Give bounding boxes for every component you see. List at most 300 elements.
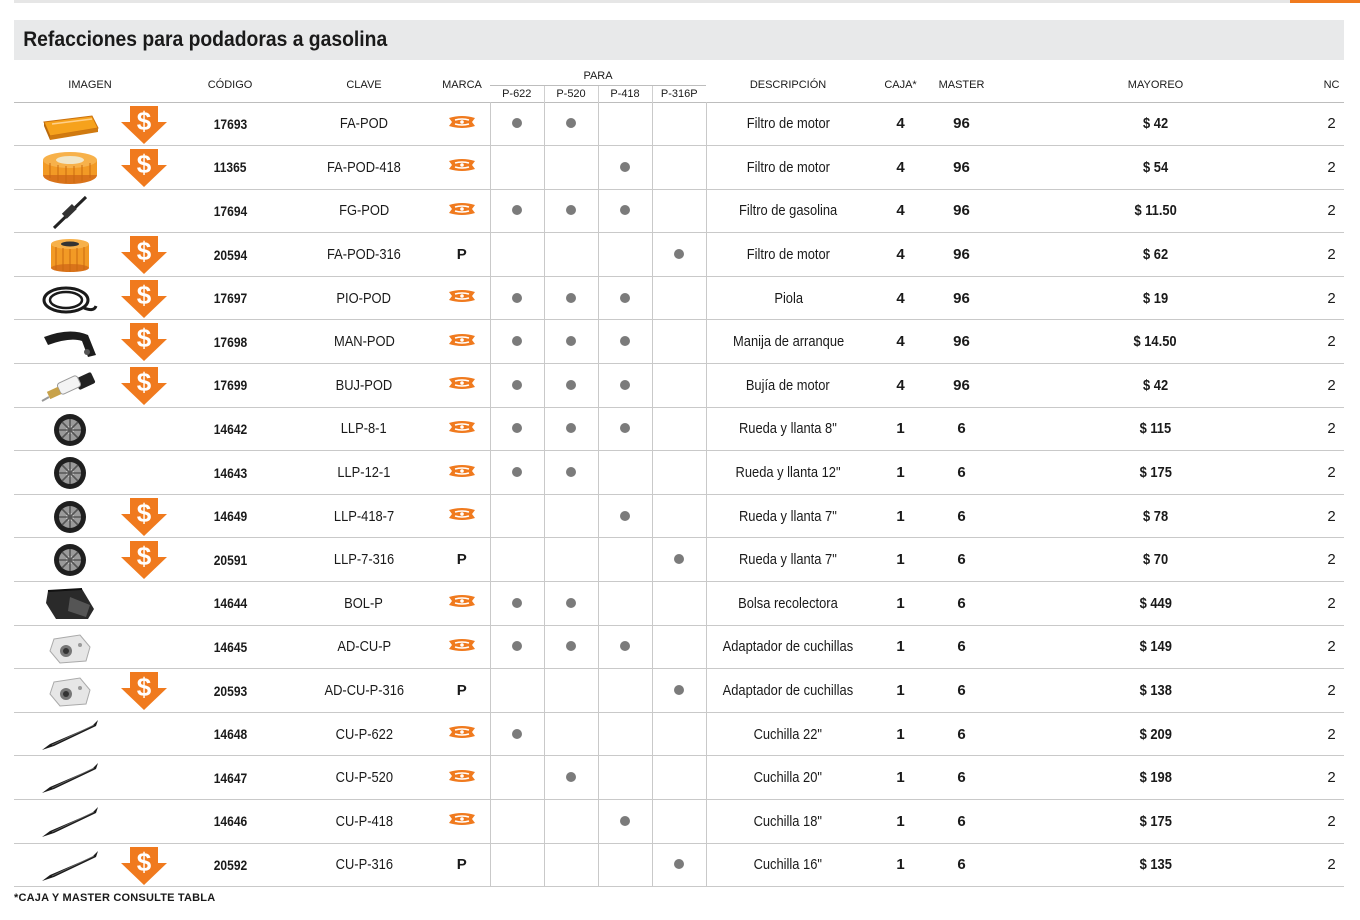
cell-clave-text: CU-P-520 <box>335 769 393 787</box>
cell-para-p-418 <box>598 800 652 844</box>
cell-master <box>931 276 992 320</box>
table-row <box>14 712 1344 756</box>
cell-para-p-622 <box>490 582 544 626</box>
top-rule <box>14 0 1290 3</box>
cell-descripcion-text: Filtro de motor <box>746 158 830 176</box>
cell-master-text: 96 <box>953 158 970 176</box>
cell-codigo <box>166 320 294 364</box>
cell-mayoreo-text: $ 14.50 <box>1133 333 1178 351</box>
cell-master <box>931 407 992 451</box>
cell-clave-text: CU-P-316 <box>335 856 393 874</box>
cell-para-p-418 <box>598 582 652 626</box>
cell-descripcion <box>706 494 870 538</box>
cell-nc-text: 2 <box>1327 202 1336 220</box>
compatible-dot <box>566 598 576 608</box>
cell-descripcion-text: Cuchilla 22" <box>754 725 823 743</box>
page-title: Refacciones para podadoras a gasolina <box>23 28 388 51</box>
header-master: MASTER <box>938 78 985 91</box>
cell-caja <box>870 669 931 713</box>
cell-descripcion <box>706 625 870 669</box>
cell-descripcion-text: Rueda y llanta 8" <box>739 420 838 438</box>
cell-mayoreo-text: $ 149 <box>1139 638 1172 656</box>
cell-mayoreo <box>992 538 1319 582</box>
compatible-dot <box>512 293 522 303</box>
cell-nc <box>1319 582 1344 626</box>
cell-caja <box>870 538 931 582</box>
compatible-dot <box>620 423 630 433</box>
cell-para-p-520 <box>544 189 598 233</box>
cell-clave-text: CU-P-622 <box>335 725 393 743</box>
cell-para-p-316p <box>652 756 706 800</box>
cell-para-p-418 <box>598 276 652 320</box>
cell-master <box>931 756 992 800</box>
cell-descripcion <box>706 233 870 277</box>
cell-caja-text: 1 <box>896 551 905 569</box>
table-row <box>14 189 1344 233</box>
cell-nc-text: 2 <box>1327 246 1336 264</box>
cell-mayoreo <box>992 102 1319 146</box>
cell-para-p-316p <box>652 102 706 146</box>
cell-mayoreo <box>992 669 1319 713</box>
truper-logo-icon <box>448 334 476 351</box>
cell-descripcion <box>706 756 870 800</box>
svg-text:$: $ <box>136 672 152 703</box>
cell-master-text: 96 <box>953 115 970 133</box>
cell-para-p-622 <box>490 407 544 451</box>
cell-master-text: 6 <box>957 551 966 569</box>
cell-master-text: 96 <box>953 289 970 307</box>
cell-caja-text: 4 <box>896 333 905 351</box>
cell-descripcion <box>706 276 870 320</box>
cell-nc-text: 2 <box>1327 594 1336 612</box>
cell-descripcion-text: Piola <box>773 289 803 307</box>
cell-mayoreo <box>992 625 1319 669</box>
cell-caja-text: 1 <box>896 856 905 874</box>
cell-master <box>931 800 992 844</box>
cell-mayoreo <box>992 712 1319 756</box>
cell-clave-text: MAN-POD <box>333 333 395 351</box>
cell-codigo-text: 14649 <box>213 508 247 525</box>
cell-caja <box>870 625 931 669</box>
cell-descripcion-text: Filtro de motor <box>746 115 830 133</box>
cell-codigo-text: 14642 <box>213 420 247 437</box>
table-row <box>14 146 1344 190</box>
cell-marca <box>434 146 490 190</box>
cell-marca <box>434 669 490 713</box>
cell-caja <box>870 712 931 756</box>
table-row <box>14 800 1344 844</box>
cell-master <box>931 625 992 669</box>
price-down-icon <box>120 541 168 579</box>
cell-master-text: 6 <box>957 638 966 656</box>
price-down-icon <box>120 498 168 536</box>
cell-para-p-520 <box>544 756 598 800</box>
air-filter-round-icon <box>40 151 100 185</box>
cell-para-p-316p <box>652 407 706 451</box>
cell-para-p-520 <box>544 538 598 582</box>
cell-clave <box>294 407 434 451</box>
cell-para-p-622 <box>490 320 544 364</box>
cell-marca <box>434 102 490 146</box>
price-down-icon <box>120 672 168 710</box>
cell-codigo-text: 17694 <box>213 202 247 219</box>
svg-text:$: $ <box>136 149 152 180</box>
price-down-icon <box>120 847 168 885</box>
table-row <box>14 582 1344 626</box>
cell-codigo <box>166 756 294 800</box>
mower-blade-icon <box>40 761 100 795</box>
cell-mayoreo-text: $ 42 <box>1142 376 1169 394</box>
cell-para-p-418 <box>598 364 652 408</box>
cell-descripcion <box>706 800 870 844</box>
cell-master-text: 96 <box>953 376 970 394</box>
cell-caja-text: 1 <box>896 594 905 612</box>
cell-descripcion-text: Rueda y llanta 7" <box>739 507 838 525</box>
cell-mayoreo-text: $ 209 <box>1139 725 1172 743</box>
cell-nc <box>1319 276 1344 320</box>
cell-para-p-316p <box>652 320 706 364</box>
cell-mayoreo <box>992 320 1319 364</box>
cell-nc <box>1319 364 1344 408</box>
cell-clave <box>294 320 434 364</box>
cell-master-text: 96 <box>953 333 970 351</box>
cell-descripcion <box>706 538 870 582</box>
cell-master-text: 96 <box>953 202 970 220</box>
cell-para-p-418 <box>598 756 652 800</box>
cell-para-p-316p <box>652 712 706 756</box>
mower-blade-icon <box>40 718 100 752</box>
compatible-dot <box>512 336 522 346</box>
cell-para-p-520 <box>544 669 598 713</box>
cell-nc-text: 2 <box>1327 725 1336 743</box>
cell-para-p-418 <box>598 494 652 538</box>
cell-para-p-520 <box>544 233 598 277</box>
cell-codigo <box>166 669 294 713</box>
cell-caja <box>870 582 931 626</box>
cell-codigo <box>166 494 294 538</box>
cell-caja <box>870 146 931 190</box>
cell-marca <box>434 189 490 233</box>
cell-para-p-316p <box>652 364 706 408</box>
cell-nc <box>1319 407 1344 451</box>
header-para-model: P-418 <box>598 85 652 102</box>
cell-mayoreo-text: $ 115 <box>1139 420 1172 438</box>
cell-para-p-418 <box>598 233 652 277</box>
cell-para-p-418 <box>598 102 652 146</box>
compatible-dot <box>512 467 522 477</box>
cell-master-text: 6 <box>957 507 966 525</box>
header-mayoreo: MAYOREO <box>1127 78 1184 91</box>
cell-master <box>931 538 992 582</box>
table-row <box>14 320 1344 364</box>
cell-codigo-text: 11365 <box>213 159 247 176</box>
compatible-dot <box>674 249 684 259</box>
cell-master <box>931 669 992 713</box>
cell-para-p-316p <box>652 800 706 844</box>
cell-descripcion-text: Bujía de motor <box>746 376 831 394</box>
cell-clave-text: LLP-418-7 <box>333 507 395 525</box>
pretul-brand-mark: P <box>456 682 467 700</box>
cell-clave-text: AD-CU-P <box>337 638 391 656</box>
table-row <box>14 102 1344 146</box>
cell-imagen <box>14 233 166 277</box>
cell-descripcion <box>706 102 870 146</box>
cell-descripcion-text: Manija de arranque <box>732 333 844 351</box>
cell-codigo <box>166 146 294 190</box>
cell-nc-text: 2 <box>1327 769 1336 787</box>
cell-caja-text: 4 <box>896 115 905 133</box>
cell-clave-text: LLP-12-1 <box>337 464 391 482</box>
cell-para-p-520 <box>544 843 598 887</box>
header-clave: CLAVE <box>346 78 382 91</box>
svg-text:$: $ <box>136 846 152 877</box>
header-para-model: P-520 <box>544 85 598 102</box>
cell-imagen <box>14 451 166 495</box>
cell-master <box>931 320 992 364</box>
compatible-dot <box>566 641 576 651</box>
title-bar <box>14 20 1344 60</box>
cell-para-p-520 <box>544 451 598 495</box>
cell-nc <box>1319 451 1344 495</box>
cell-codigo <box>166 451 294 495</box>
cell-caja <box>870 800 931 844</box>
header-para: PARA <box>490 68 706 85</box>
cell-nc-text: 2 <box>1327 158 1336 176</box>
cell-descripcion-text: Adaptador de cuchillas <box>722 682 854 700</box>
cell-mayoreo-text: $ 138 <box>1139 682 1172 700</box>
cell-nc-text: 2 <box>1327 638 1336 656</box>
cell-imagen <box>14 146 166 190</box>
cell-imagen <box>14 407 166 451</box>
compatible-dot <box>674 554 684 564</box>
cell-descripcion-text: Filtro de gasolina <box>739 202 838 220</box>
cell-imagen <box>14 189 166 233</box>
cell-master-text: 6 <box>957 769 966 787</box>
cell-para-p-418 <box>598 189 652 233</box>
cell-clave-text: FA-POD-316 <box>327 246 401 264</box>
compatible-dot <box>620 336 630 346</box>
cell-mayoreo <box>992 582 1319 626</box>
cell-para-p-622 <box>490 276 544 320</box>
cell-clave <box>294 102 434 146</box>
cell-nc <box>1319 320 1344 364</box>
cell-marca <box>434 494 490 538</box>
cell-descripcion <box>706 320 870 364</box>
cell-para-p-622 <box>490 669 544 713</box>
cell-para-p-316p <box>652 582 706 626</box>
table-row <box>14 756 1344 800</box>
cell-codigo <box>166 364 294 408</box>
truper-logo-icon <box>448 595 476 612</box>
cell-mayoreo <box>992 364 1319 408</box>
compatible-dot <box>620 205 630 215</box>
cell-marca <box>434 407 490 451</box>
mower-blade-icon <box>40 805 100 839</box>
cell-descripcion-text: Cuchilla 18" <box>754 812 823 830</box>
cell-clave <box>294 843 434 887</box>
cell-para-p-316p <box>652 669 706 713</box>
air-filter-flat-icon <box>40 108 100 142</box>
cell-imagen <box>14 843 166 887</box>
wheel-icon <box>40 500 100 534</box>
cell-imagen <box>14 102 166 146</box>
truper-logo-icon <box>448 421 476 438</box>
cell-clave-text: FA-POD <box>339 115 389 133</box>
svg-text:$: $ <box>136 279 152 310</box>
parts-table <box>14 68 1344 887</box>
cell-mayoreo <box>992 494 1319 538</box>
wheel-icon <box>40 543 100 577</box>
cell-caja <box>870 276 931 320</box>
table-row <box>14 843 1344 887</box>
cell-mayoreo <box>992 276 1319 320</box>
cell-codigo-text: 14646 <box>213 813 247 830</box>
starter-handle-icon <box>40 325 100 359</box>
table-row <box>14 276 1344 320</box>
cell-descripcion <box>706 189 870 233</box>
truper-logo-icon <box>448 203 476 220</box>
compatible-dot <box>512 423 522 433</box>
cell-nc-text: 2 <box>1327 507 1336 525</box>
price-down-icon <box>120 149 168 187</box>
cell-clave <box>294 538 434 582</box>
cell-clave <box>294 800 434 844</box>
table-body <box>14 102 1344 887</box>
cell-nc-text: 2 <box>1327 376 1336 394</box>
cell-codigo <box>166 407 294 451</box>
cell-mayoreo-text: $ 19 <box>1142 289 1169 307</box>
cell-caja-text: 1 <box>896 682 905 700</box>
cell-nc <box>1319 625 1344 669</box>
cell-caja-text: 1 <box>896 507 905 525</box>
compatible-dot <box>620 641 630 651</box>
cell-nc-text: 2 <box>1327 289 1336 307</box>
svg-text:$: $ <box>136 367 152 398</box>
cell-clave <box>294 669 434 713</box>
cell-master <box>931 146 992 190</box>
cell-master-text: 96 <box>953 246 970 264</box>
cell-clave <box>294 276 434 320</box>
cell-caja <box>870 189 931 233</box>
cell-para-p-622 <box>490 233 544 277</box>
cell-para-p-622 <box>490 494 544 538</box>
cell-para-p-520 <box>544 407 598 451</box>
cell-caja-text: 4 <box>896 376 905 394</box>
cell-imagen <box>14 538 166 582</box>
cell-clave-text: FG-POD <box>338 202 390 220</box>
cell-mayoreo-text: $ 175 <box>1139 812 1172 830</box>
truper-logo-icon <box>448 726 476 743</box>
cell-mayoreo <box>992 843 1319 887</box>
cell-para-p-622 <box>490 538 544 582</box>
cell-clave-text: AD-CU-P-316 <box>324 682 404 700</box>
cell-caja <box>870 407 931 451</box>
cell-master-text: 6 <box>957 812 966 830</box>
table-row <box>14 625 1344 669</box>
cell-para-p-418 <box>598 320 652 364</box>
cell-nc-text: 2 <box>1327 856 1336 874</box>
compatible-dot <box>566 467 576 477</box>
table-row <box>14 451 1344 495</box>
cell-descripcion-text: Cuchilla 20" <box>754 769 823 787</box>
header-descripcion: DESCRIPCIÓN <box>749 78 827 91</box>
cell-codigo-text: 20594 <box>213 246 247 263</box>
cell-clave <box>294 756 434 800</box>
cell-mayoreo-text: $ 198 <box>1139 769 1172 787</box>
compatible-dot <box>566 336 576 346</box>
compatible-dot <box>566 293 576 303</box>
starter-rope-icon <box>40 282 100 316</box>
cell-marca <box>434 233 490 277</box>
table-row <box>14 494 1344 538</box>
cell-caja-text: 4 <box>896 289 905 307</box>
header-para-model: P-622 <box>502 87 532 100</box>
compatible-dot <box>566 423 576 433</box>
pretul-brand-mark: P <box>456 856 467 874</box>
cell-clave <box>294 625 434 669</box>
compatible-dot <box>512 641 522 651</box>
cell-caja-text: 1 <box>896 725 905 743</box>
cell-para-p-622 <box>490 625 544 669</box>
cell-descripcion <box>706 451 870 495</box>
cell-nc <box>1319 756 1344 800</box>
cell-master-text: 6 <box>957 725 966 743</box>
cell-caja-text: 1 <box>896 464 905 482</box>
cell-caja <box>870 451 931 495</box>
cell-master-text: 6 <box>957 594 966 612</box>
cell-descripcion-text: Adaptador de cuchillas <box>722 638 854 656</box>
cell-master <box>931 189 992 233</box>
cell-mayoreo-text: $ 175 <box>1139 464 1172 482</box>
cell-marca <box>434 364 490 408</box>
cell-para-p-520 <box>544 320 598 364</box>
cell-descripcion <box>706 364 870 408</box>
cell-master <box>931 843 992 887</box>
cell-imagen <box>14 494 166 538</box>
cell-codigo <box>166 189 294 233</box>
cell-imagen <box>14 669 166 713</box>
cell-mayoreo <box>992 146 1319 190</box>
cell-para-p-520 <box>544 800 598 844</box>
cell-descripcion <box>706 712 870 756</box>
compatible-dot <box>512 729 522 739</box>
compatible-dot <box>566 118 576 128</box>
cell-para-p-520 <box>544 146 598 190</box>
compatible-dot <box>620 293 630 303</box>
svg-text:$: $ <box>136 541 152 572</box>
air-filter-cylinder-icon <box>40 238 100 272</box>
cell-para-p-418 <box>598 451 652 495</box>
cell-para-p-622 <box>490 189 544 233</box>
table-row <box>14 669 1344 713</box>
cell-codigo <box>166 276 294 320</box>
cell-clave <box>294 233 434 277</box>
cell-clave-text: PIO-POD <box>336 289 392 307</box>
truper-logo-icon <box>448 770 476 787</box>
price-down-icon <box>120 236 168 274</box>
cell-para-p-418 <box>598 843 652 887</box>
cell-codigo-text: 14647 <box>213 769 247 786</box>
cell-para-p-622 <box>490 756 544 800</box>
truper-logo-icon <box>448 813 476 830</box>
header-codigo: CÓDIGO <box>207 78 253 91</box>
cell-para-p-418 <box>598 712 652 756</box>
cell-descripcion-text: Filtro de motor <box>746 246 830 264</box>
cell-para-p-622 <box>490 712 544 756</box>
cell-clave <box>294 582 434 626</box>
cell-nc <box>1319 669 1344 713</box>
cell-nc-text: 2 <box>1327 551 1336 569</box>
